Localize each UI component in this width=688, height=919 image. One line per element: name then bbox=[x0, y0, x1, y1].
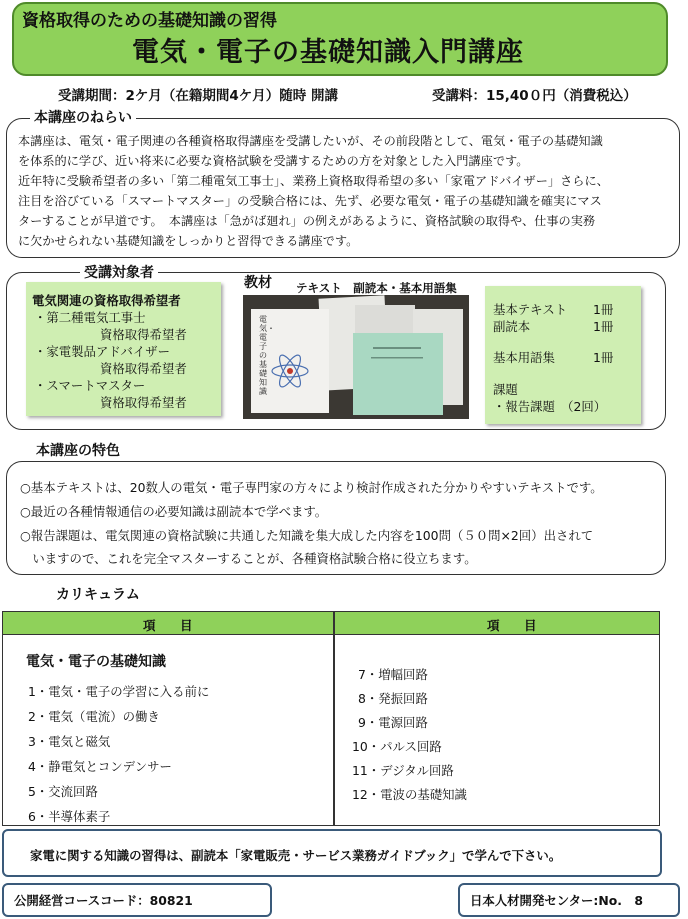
target-heading: 電気関連の資格取得希望者 bbox=[32, 293, 181, 308]
aim-line: 近年特に受験希望者の多い「第二種電気工事士」、業務上資格取得希望の多い「家電アドバイザー」さらに、 bbox=[18, 174, 609, 188]
curriculum-item: 10・パルス回路 bbox=[352, 739, 442, 754]
aim-text bbox=[18, 131, 668, 251]
course-period: 受講期間：2ケ月（在籍期間4ケ月）随時 開講 bbox=[58, 88, 338, 104]
curriculum-col-header: 項 目 bbox=[143, 618, 199, 633]
curriculum-section-title: 電気・電子の基礎知識 bbox=[26, 654, 166, 670]
assignment-item: ・報告課題 （2回） bbox=[493, 399, 607, 414]
curriculum-item: 2・電気（電流）の働き bbox=[28, 709, 160, 724]
curriculum-item: 3・電気と磁気 bbox=[28, 734, 111, 749]
materials-item-qty: 1冊 bbox=[593, 350, 614, 365]
center-number: 日本人材開発センター:No. 8 bbox=[470, 893, 643, 908]
target-item-sub: 資格取得希望者 bbox=[100, 395, 187, 410]
materials-photo bbox=[243, 295, 469, 419]
aim-line: に欠かせられない基礎知識をしっかりと習得できる講座です。 bbox=[18, 234, 359, 248]
course-code: 公開経営コースコード：80821 bbox=[14, 893, 193, 908]
curriculum-item: 8・発振回路 bbox=[358, 691, 428, 706]
header-subtitle: 資格取得のための基礎知識の習得 bbox=[22, 11, 277, 31]
aim-line: ターすることが早道です。 本講座は「急がば廻れ」の例えがあるように、資格試験の取得や、仕事の実務 bbox=[18, 214, 596, 228]
materials-list-panel bbox=[485, 286, 641, 424]
target-item-sub: 資格取得希望者 bbox=[100, 327, 187, 342]
feature-line: ○基本テキストは、20数人の電気・電子専門家の方々により検討作成された分かりやすいテキストです。 bbox=[20, 480, 603, 495]
curriculum-item: 7・増幅回路 bbox=[358, 667, 428, 682]
target-label: 受講対象者 bbox=[80, 262, 158, 282]
materials-item bbox=[493, 350, 633, 367]
materials-label: 教材 bbox=[244, 275, 272, 291]
aim-line: 本講座は、電気・電子関連の各種資格取得講座を受講したいが、その前段階として、電気・電子の基礎知識 bbox=[18, 134, 603, 148]
curriculum-item: 9・電源回路 bbox=[358, 715, 428, 730]
target-item-sub: 資格取得希望者 bbox=[100, 361, 187, 376]
curriculum-item: 11・デジタル回路 bbox=[352, 763, 454, 778]
course-fee: 受講料：15,40０円（消費税込） bbox=[432, 88, 637, 104]
materials-item-name: 副読本 bbox=[493, 319, 531, 334]
curriculum-header-row bbox=[2, 611, 660, 635]
target-item: ・家電製品アドバイザー bbox=[34, 344, 171, 359]
materials-item bbox=[493, 319, 633, 336]
curriculum-item: 6・半導体素子 bbox=[28, 809, 111, 824]
materials-item-qty: 1冊 bbox=[593, 319, 614, 334]
feature-line: いますので、これを完全マスターすることが、各種資格試験合格に役立ちます。 bbox=[20, 551, 477, 566]
materials-item-name: 基本テキスト bbox=[493, 302, 568, 317]
materials-caption: テキスト 副読本・基本用語集 bbox=[296, 281, 457, 295]
target-item: ・スマートマスター bbox=[34, 378, 146, 393]
curriculum-label: カリキュラム bbox=[56, 587, 140, 603]
note-text: 家電に関する知識の習得は、副読本「家電販売・サービス業務ガイドブック」で学んで下さい。 bbox=[30, 848, 562, 863]
curriculum-item: 1・電気・電子の学習に入る前に bbox=[28, 684, 210, 699]
features-label: 本講座の特色 bbox=[32, 440, 124, 460]
curriculum-item: 12・電波の基礎知識 bbox=[352, 787, 467, 802]
materials-item-qty: 1冊 bbox=[593, 302, 614, 317]
target-item: ・第二種電気工事士 bbox=[34, 310, 146, 325]
target-panel bbox=[26, 282, 221, 416]
page-title: 電気・電子の基礎知識入門講座 bbox=[132, 37, 524, 68]
materials-item-name: 基本用語集 bbox=[493, 350, 555, 365]
curriculum-col-header: 項 目 bbox=[487, 618, 543, 633]
textbooks-illustration bbox=[243, 295, 469, 419]
feature-line: ○報告課題は、電気関連の資格試験に共通した知識を集大成した内容を100問（５０問×2回）出されて bbox=[20, 528, 594, 543]
aim-line: を体系的に学び、近い将来に必要な資格試験を受講するための方を対象とした入門講座です。 bbox=[18, 154, 529, 168]
assignment-heading: 課題 bbox=[493, 382, 518, 397]
curriculum-divider bbox=[333, 611, 335, 826]
curriculum-item: 4・静電気とコンデンサー bbox=[28, 759, 172, 774]
feature-line: ○最近の各種情報通信の必要知識は副読本で学べます。 bbox=[20, 504, 328, 519]
curriculum-item: 5・交流回路 bbox=[28, 784, 98, 799]
textbook-title: 電気・電子の基礎知識 bbox=[259, 315, 275, 396]
aim-line: 注目を浴びている「スマートマスター」の受験合格には、先ず、必要な電気・電子の基礎知識を確実にマス bbox=[18, 194, 602, 208]
materials-item bbox=[493, 302, 633, 319]
aim-label: 本講座のねらい bbox=[30, 107, 136, 127]
